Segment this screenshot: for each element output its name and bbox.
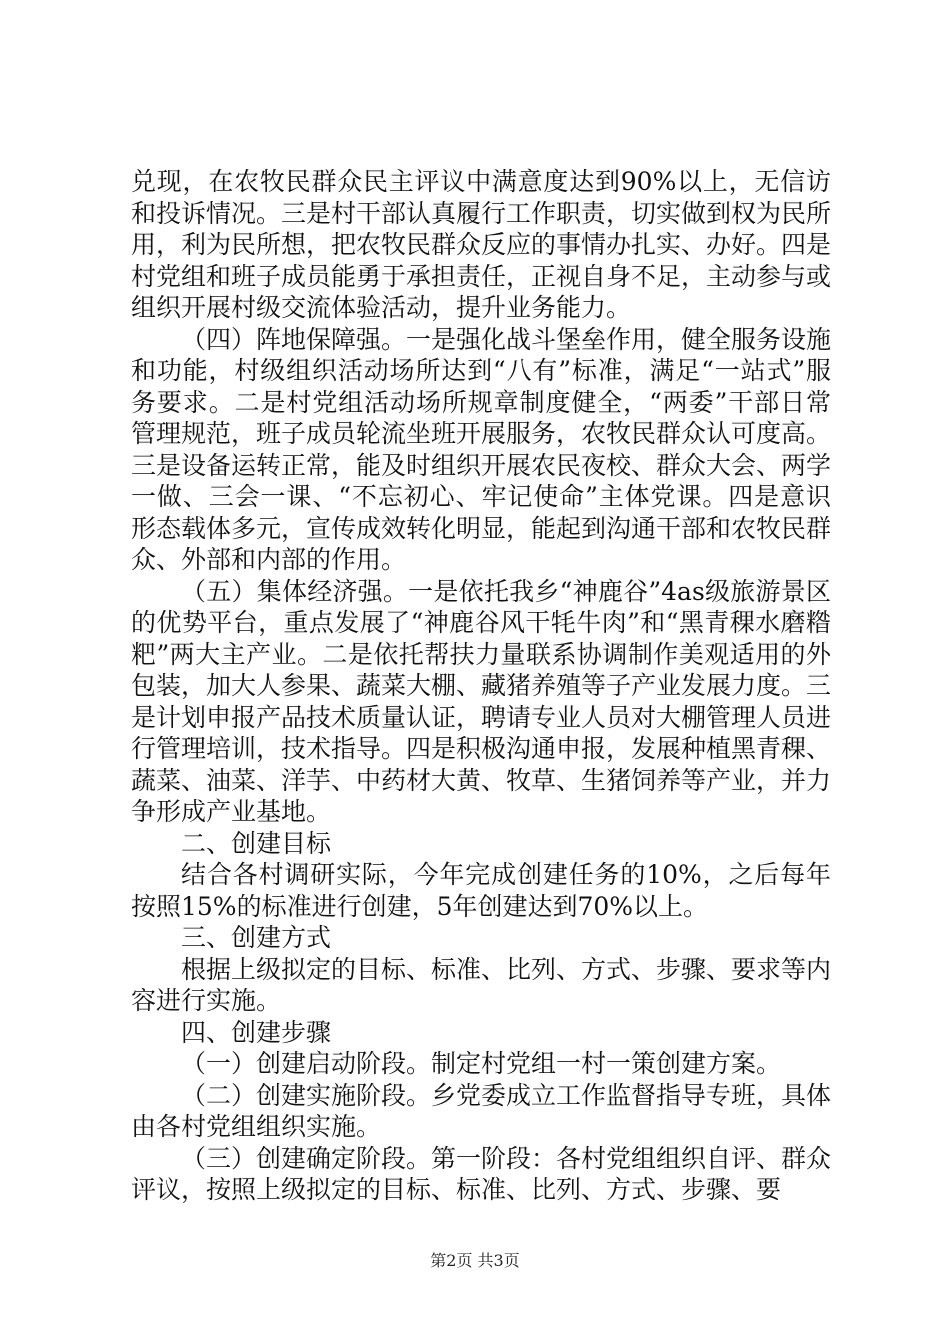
document-body (131, 166, 831, 1206)
paragraph-continuation: 兑现，在农牧民群众民主评议中满意度达到90%以上，无信访和投诉情况。三是村干部认真履行工作职责，切实做到权为民所用，利为民所想，把农牧民群众反应的事情办扎实、办好。四是村党组和班子成员能勇于承担责任，正视自身不足，主动参与或组织开展村级交流体验活动，提升业务能力。 (131, 167, 832, 322)
paragraph-step-3: （三）创建确定阶段。第一阶段：各村党组组织自评、群众评议，按照上级拟定的目标、标准、比列、方式、步骤、要 (131, 1143, 832, 1204)
heading-creation-steps: 四、创建步骤 (181, 1017, 332, 1047)
paragraph-section-5: （五）集体经济强。一是依托我乡“神鹿谷”4as级旅游景区的优势平台，重点发展了“神鹿谷风干牦牛肉”和“黑青稞水磨糌粑”两大主产业。二是依托帮扶力量联系协调制作美观适用的外包装，加大人参果、蔬菜大棚、藏猪养殖等子产业发展力度。三是计划申报产品技术质量认证，聘请专业人员对大棚管理人员进行管理培训，技术指导。四是积极沟通申报，发展种植黑青稞、蔬菜、油菜、洋芋、中药材大黄、牧草、生猪饲养等产业，并力争形成产业基地。 (131, 576, 832, 826)
heading-creation-method: 三、创建方式 (181, 923, 332, 952)
heading-creation-goal: 二、创建目标 (181, 828, 332, 858)
paragraph-step-2: （二）创建实施阶段。乡党委成立工作监督指导专班，具体由各村党组组织实施。 (131, 1080, 832, 1141)
paragraph-step-1: （一）创建启动阶段。制定村党组一村一策创建方案。 (181, 1049, 782, 1078)
page-footer: 第2页 共3页 (430, 1251, 520, 1270)
paragraph-section-4: （四）阵地保障强。一是强化战斗堡垒作用，健全服务设施和功能，村级组织活动场所达到“八有”标准，满足“一站式”服务要求。二是村党组活动场所规章制度健全，“两委”干部日常管理规范，班子成员轮流坐班开展服务，农牧民群众认可度高。三是设备运转正常，能及时组织开展农民夜校、群众大会、两学一做、三会一课、“不忘初心、牢记使命”主体党课。四是意识形态载体多元，宣传成效转化明显，能起到沟通干部和农牧民群众、外部和内部的作用。 (131, 324, 832, 574)
paragraph-creation-method: 根据上级拟定的目标、标准、比列、方式、步骤、要求等内容进行实施。 (131, 954, 832, 1015)
paragraph-creation-goal: 结合各村调研实际，今年完成创建任务的10%，之后每年按照15%的标准进行创建，5年创建达到70%以上。 (131, 860, 831, 921)
